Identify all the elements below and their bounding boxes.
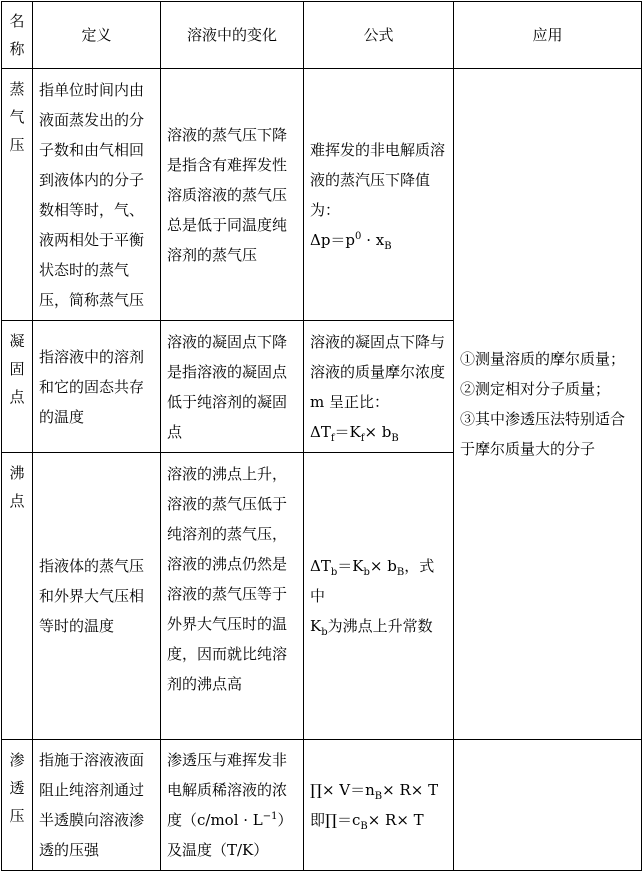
row-name-boiling-point: 沸 点	[2, 453, 33, 740]
header-formula: 公式	[304, 2, 454, 69]
header-name: 名 称	[2, 2, 33, 69]
definition-cell: 指单位时间内由液面蒸发出的分子数和由气相回到液体内的分子数相等时，气、液两相处于平衡状态时的蒸气压，简称蒸气压	[33, 69, 161, 321]
formula-equation: 即$\prod=c_B\times R\times T$	[310, 811, 424, 832]
formula-cell: 难挥发的非电解质溶液的蒸汽压下降值为： $\Delta p=p^0 \cdot x_B$	[304, 69, 454, 321]
formula-equation: $\Delta p=p^0 \cdot x_B$	[310, 230, 392, 252]
row-name-osmotic-pressure: 渗 透 压	[2, 740, 33, 871]
properties-table	[1, 1, 642, 871]
formula-cell: $\Delta T_b=K_b\times b_B$，式中 $K_b$为沸点上升常数	[304, 453, 454, 740]
header-change: 溶液中的变化	[161, 2, 304, 69]
change-cell: 溶液的凝固点下降是指溶液的凝固点低于纯溶剂的凝固点	[161, 321, 304, 453]
formula-equation: $\Delta T_b=K_b\times b_B$，式中	[310, 557, 435, 605]
header-definition: 定义	[33, 2, 161, 69]
definition-cell: 指液体的蒸气压和外界大气压相等时的温度	[33, 453, 161, 740]
change-cell: 渗透压与难挥发非电解质稀溶液的浓度$(c/mol \cdot L^{-1})$及温度（T/K）	[161, 740, 304, 871]
row-name-vapor-pressure: 蒸 气 压	[2, 69, 33, 321]
table-row	[2, 740, 642, 871]
application-cell: ①测量溶质的摩尔质量； ②测定相对分子质量； ③其中渗透压法特别适合于摩尔质量大的分子	[454, 69, 642, 740]
formula-cell	[304, 740, 454, 871]
table-row	[2, 69, 642, 321]
header-application: 应用	[454, 2, 642, 69]
change-cell: 溶液的沸点上升，溶液的蒸气压低于纯溶剂的蒸气压，溶液的沸点仍然是溶液的蒸气压等于外界大气压时的温度，因而就比纯溶剂的沸点高	[161, 453, 304, 740]
change-cell: 溶液的蒸气压下降是指含有难挥发性溶质溶液的蒸气压总是低于同温度纯溶剂的蒸气压	[161, 69, 304, 321]
definition-cell: 指施于溶液液面阻止纯溶剂通过半透膜向溶液渗透的压强	[33, 740, 161, 871]
formula-equation: $\Delta T_f=K_f\times b_B$	[310, 423, 399, 444]
header-row	[2, 2, 642, 69]
row-name-freezing-point: 凝 固 点	[2, 321, 33, 453]
formula-cell: 溶液的凝固点下降与溶液的质量摩尔浓度 m 呈正比： $\Delta T_f=K_f\times b_B$	[304, 321, 454, 453]
definition-cell: 指溶液中的溶剂和它的固态共存的温度	[33, 321, 161, 453]
formula-equation: ∏× $V=n_B\times R\times T$	[310, 781, 439, 802]
empty-cell	[454, 740, 642, 871]
